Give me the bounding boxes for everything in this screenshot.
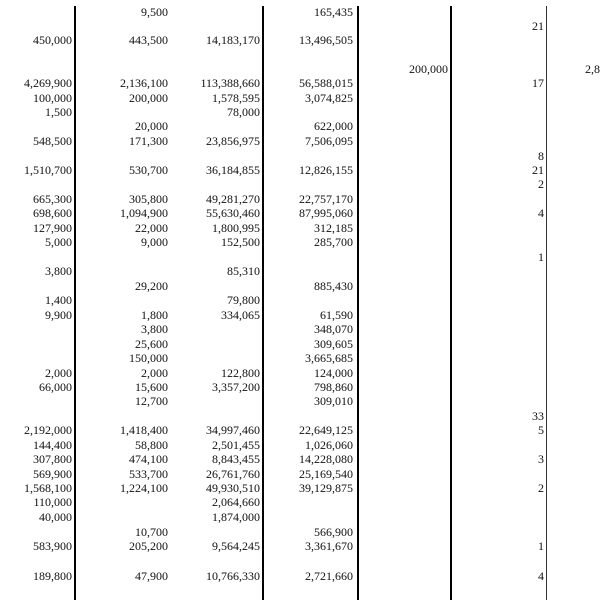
table-cell: 25,600: [135, 337, 168, 351]
table-cell: 23,856,975: [206, 134, 260, 148]
table-cell: 1: [538, 539, 544, 553]
table-cell: 14,228,080: [299, 452, 353, 466]
table-cell: 56,588,015: [299, 76, 353, 90]
table-cell: 200,000: [129, 91, 168, 105]
table-cell: 1,800: [141, 308, 168, 322]
table-cell: 1,578,595: [212, 91, 260, 105]
table-cell: 348,070: [314, 322, 353, 336]
table-cell: 150,000: [129, 351, 168, 365]
table-cell: 36,184,855: [206, 163, 260, 177]
table-cell: 798,860: [314, 380, 353, 394]
table-cell: 9,000: [141, 235, 168, 249]
table-cell: 33: [532, 409, 544, 423]
table-cell: 1,094,900: [120, 206, 168, 220]
table-cell: 100,000: [33, 91, 72, 105]
table-cell: 152,500: [221, 235, 260, 249]
table-cell: 2,000: [141, 366, 168, 380]
table-cell: 13,496,505: [299, 33, 353, 47]
table-cell: 1: [538, 250, 544, 264]
table-cell: 548,500: [33, 134, 72, 148]
table-cell: 34,997,460: [206, 423, 260, 437]
table-cell: 285,700: [314, 235, 353, 249]
table-cell: 7,506,095: [305, 134, 353, 148]
table-cell: 450,000: [33, 33, 72, 47]
table-cell: 66,000: [39, 380, 72, 394]
table-cell: 4,269,900: [24, 76, 72, 90]
table-cell: 85,310: [227, 264, 260, 278]
table-cell: 4: [538, 569, 544, 583]
table-cell: 309,010: [314, 394, 353, 408]
table-cell: 21: [532, 19, 544, 33]
table-cell: 443,500: [129, 33, 168, 47]
table-cell: 205,200: [129, 539, 168, 553]
table-cell: 200,000: [409, 62, 448, 76]
table-cell: 10,700: [135, 525, 168, 539]
table-cell: 3,800: [141, 322, 168, 336]
table-cell: 3,665,685: [305, 351, 353, 365]
table-cell: 47,900: [135, 569, 168, 583]
table-cell: 1,418,400: [120, 423, 168, 437]
table-cell: 21: [532, 163, 544, 177]
table-cell: 3,357,200: [212, 380, 260, 394]
table-cell: 2,192,000: [24, 423, 72, 437]
table-cell: 87,995,060: [299, 206, 353, 220]
table-cell: 15,600: [135, 380, 168, 394]
table-cell: 22,000: [135, 221, 168, 235]
table-cell: 885,430: [314, 279, 353, 293]
table-cell: 17: [532, 76, 544, 90]
table-cell: 144,400: [33, 438, 72, 452]
table-cell: 189,800: [33, 569, 72, 583]
table-cell: 2,064,660: [212, 495, 260, 509]
table-cell: 9,564,245: [212, 539, 260, 553]
table-cell: 9,900: [45, 308, 72, 322]
table-cell: 1,400: [45, 293, 72, 307]
table-cell: 165,435: [314, 5, 353, 19]
table-cell: 124,000: [314, 366, 353, 380]
table-cell: 171,300: [129, 134, 168, 148]
table-cell: 474,100: [129, 452, 168, 466]
table-cell: 78,000: [227, 105, 260, 119]
table-cell: 8: [538, 149, 544, 163]
table-cell: 5: [538, 423, 544, 437]
table-cell: 305,800: [129, 192, 168, 206]
table-cell: 309,605: [314, 337, 353, 351]
table-cell: 14,183,170: [206, 33, 260, 47]
table-cell: 698,600: [33, 206, 72, 220]
table-cell: 39,129,875: [299, 481, 353, 495]
table-cell: 1,874,000: [212, 510, 260, 524]
table-cell: 2,136,100: [120, 76, 168, 90]
column-divider: [546, 6, 547, 600]
column-divider: [450, 6, 452, 600]
table-cell: 2,501,455: [212, 438, 260, 452]
table-cell: 61,590: [320, 308, 353, 322]
table-cell: 3,361,670: [305, 539, 353, 553]
table-cell: 29,200: [135, 279, 168, 293]
table-cell: 530,700: [129, 163, 168, 177]
table-cell: 4: [538, 206, 544, 220]
table-cell: 1,510,700: [24, 163, 72, 177]
table-cell: 58,800: [135, 438, 168, 452]
table-cell: 26,761,760: [206, 467, 260, 481]
table-cell: 25,169,540: [299, 467, 353, 481]
table-cell: 49,930,510: [206, 481, 260, 495]
table-cell: 566,900: [314, 525, 353, 539]
table-cell: 2: [538, 481, 544, 495]
table-cell: 55,630,460: [206, 206, 260, 220]
table-cell: 2,000: [45, 366, 72, 380]
table-cell: 622,000: [314, 119, 353, 133]
column-divider: [357, 6, 359, 600]
table-cell: 22,649,125: [299, 423, 353, 437]
table-cell: 122,800: [221, 366, 260, 380]
table-cell: 5,000: [45, 235, 72, 249]
table-cell: 2,8: [585, 62, 600, 76]
table-cell: 2: [538, 177, 544, 191]
table-cell: 533,700: [129, 467, 168, 481]
table-cell: 22,757,170: [299, 192, 353, 206]
table-cell: 20,000: [135, 119, 168, 133]
table-cell: 10,766,330: [206, 569, 260, 583]
table-cell: 1,500: [45, 105, 72, 119]
table-cell: 334,065: [221, 308, 260, 322]
table-cell: 79,800: [227, 293, 260, 307]
table-cell: 40,000: [39, 510, 72, 524]
table-cell: 12,826,155: [299, 163, 353, 177]
column-divider: [74, 6, 76, 600]
table-cell: 113,388,660: [200, 76, 260, 90]
table-cell: 312,185: [314, 221, 353, 235]
table-cell: 307,800: [33, 452, 72, 466]
table-cell: 1,800,995: [212, 221, 260, 235]
table-cell: 12,700: [135, 394, 168, 408]
table-cell: 583,900: [33, 539, 72, 553]
table-cell: 3: [538, 452, 544, 466]
table-cell: 8,843,455: [212, 452, 260, 466]
table-cell: 1,224,100: [120, 481, 168, 495]
table-cell: 3,074,825: [305, 91, 353, 105]
table-cell: 49,281,270: [206, 192, 260, 206]
table-cell: 127,900: [33, 221, 72, 235]
table-cell: 3,800: [45, 264, 72, 278]
table-cell: 2,721,660: [305, 569, 353, 583]
table-cell: 110,000: [33, 495, 72, 509]
table-cell: 9,500: [141, 5, 168, 19]
table-cell: 569,900: [33, 467, 72, 481]
table-cell: 1,568,100: [24, 481, 72, 495]
table-cell: 665,300: [33, 192, 72, 206]
table-cell: 1,026,060: [305, 438, 353, 452]
